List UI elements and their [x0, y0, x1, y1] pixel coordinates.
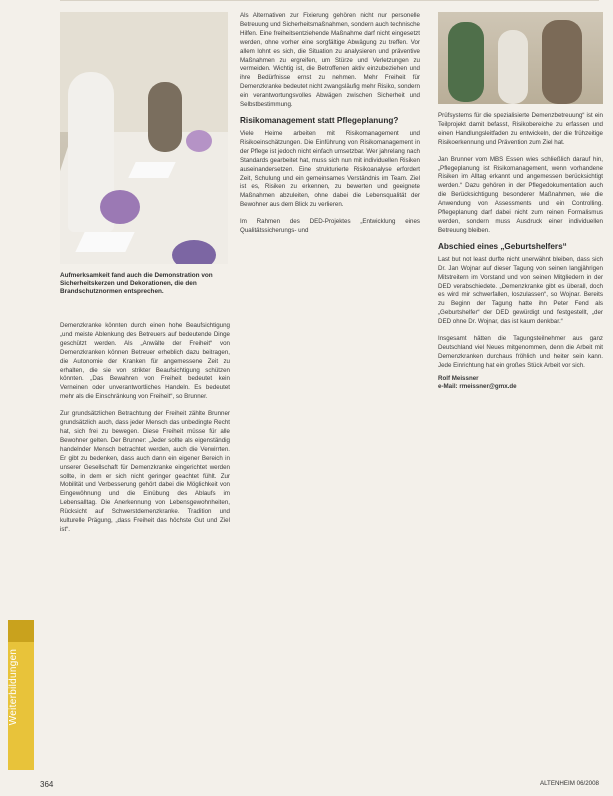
paragraph: Demenzkranke könnten durch einen hohe Beaufsichtigung „und meiste Ablenkung des Betreuers auf bedeutende Dinge geschützt werden. Als „Anwälte der Freiheit“ von Demenzkranken können Betreuer erheblich dazu beitragen, die Autonomie der Kranken für angemessene Zeit zu erhalten, die sie von strikter Beaufsichtigung schützen könnten. „Das Bewahren von Freiheit bedeutet kein Verneinen oder unverantwortliches Handeln. Es bedeutet mehr als die Einschränkung von Freiheit“, so Brunner. [60, 322, 230, 401]
paragraph: Last but not least durfte nicht unerwähnt bleiben, dass sich Dr. Jan Wojnar auf dieser Tagung von seinen langjährigen Mitstreitern im Vorstand und von seinen Mitgliedern in der DED verabschiedete. „Demenzkranke gibt es überall, doch es wird mir schwerfallen, loszulassen“, so Wojnar. Bereits zu Beginn der Tagung hatte ihn Peter Fend als „Geburtshelfer“ der DED gewürdigt und festgestellt, „der DED ohne Dr. Wojnar, das ist kaum denkbar.“ [438, 255, 603, 326]
section-tab-label: Weiterbildungen [8, 648, 19, 726]
paragraph: Jan Brunner vom MBS Essen wies schließlich darauf hin, „Pflegeplanung ist Risikomanagement, wenn vorhandene Risiken im Alltag erkannt und angemessen berücksichtigt werden.“ Dazu gehören in der Pflegedokumentation auch die Berücksichtigung besonderer Maßnahmen, wie die Anwendung von Assessments und ein Controlling. Pflegeplanung darf dabei nicht zum reinen Formalismus werden, sondern muss Ausdruck einer individuellen Betreuung bleiben. [438, 155, 603, 234]
paragraph: Viele Heime arbeiten mit Risikomanagement und Risikoeinschätzungen. Die Einführung von Risikomanagement in der Pflege ist jedoch nicht einfach umsetzbar. Wer jahrelang nach Standards gearbeitet hat, muss sich nun mit individuellen Risiken auseinandersetzen. Eine strukturierte Risikoanalyse erfordert Zeit, Schulung und ein gemeinsames Verständnis im Team. Ziel ist es, Risiken zu erkennen, zu bewerten und geeignete Maßnahmen abzuleiten, ohne dabei die Lebensqualität der Bewohner aus dem Blick zu verlieren. [240, 129, 420, 209]
text-column-1 [60, 322, 230, 772]
paragraph: Insgesamt hätten die Tagungsteilnehmer aus ganz Deutschland viel Neues mitgenommen, denn die Arbeit mit Demenzkranken durchaus fröhlich und heiter sein kann. Jede Einrichtung hat ein großes Stück Arbeit vor sich. [438, 335, 603, 369]
paragraph: Prüfsystems für die spezialisierte Demenzbetreuung“ ist ein Teilprojekt damit befasst, Risikobereiche zu erfassen und einen Handlungsleitfaden zu entwickeln, der die frühzeitige Risikoerkennung und Prävention zum Ziel hat. [438, 112, 603, 146]
journal-footer: ALTENHEIM 06/2008 [539, 780, 599, 787]
event-photo-left [60, 12, 228, 264]
paragraph: Zur grundsätzlichen Betrachtung der Freiheit zählte Brunner grundsätzlich auch, dass jeder Mensch das unbedingte Recht hat, sich frei zu bewegen. Diese Freiheit müsse für alle Bewohner gelten. Der Brunner: „Jeder sollte als eigenständig handelnder Mensch betrachtet werden, auch die Verwirrten. Er gibt zu bedenken, dass auch dann ein eigener Bereich in unserer Gesellschaft für Demenzkranke eingerichtet werden sollte, in dem er sich nicht geringer geachtet fühlt. Zur Mobilität und Verbesserung gehört dabei die Möglichkeit von Eingewöhnung und die Einübung des Ablaufs im Lebensalltag. Die Anerkennung von Lebensgewohnheiten, Rücksicht auf Schwerstdemenzkranke. Tradition und kulturelle Prägung, „dass Freiheit das höchste Gut und Ziel ist“. [60, 410, 230, 533]
text-column-3 [438, 112, 603, 792]
page-number: 364 [40, 780, 54, 789]
text-column-2 [240, 12, 420, 780]
author-email: e-Mail: rmeissner@gmx.de [438, 383, 517, 391]
paragraph: Als Alternativen zur Fixierung gehören nicht nur personelle Betreuung und Sicherheitsmaßnahmen, sondern auch technische Hilfen. Eine freiheitsentziehende Maßnahme darf nicht eingesetzt werden, ohne vorher eine sorgfältige Abwägung zu treffen. Vor allem lohnt es sich, die Situation zu analysieren und präventive Maßnahmen zu ergreifen, um Stürze und Verletzungen zu vermeiden. Wichtig ist, die Betroffenen aktiv einzubeziehen und ihre Bedürfnisse ernst zu nehmen. Mehr Freiheit für Demenzkranke bedeutet nicht zwangsläufig mehr Risiko, sondern ein verantwortungsvolles Abwägen zwischen Sicherheit und Selbstbestimmung. [240, 12, 420, 109]
section-heading: Abschied eines „Geburtshelfers“ [438, 241, 567, 251]
event-photo-right [438, 12, 603, 104]
paragraph: Im Rahmen des DED-Projektes „Entwicklung eines Qualitätssicherungs- und [240, 218, 420, 235]
section-heading: Risikomanagement statt Pflegeplanung? [240, 115, 399, 125]
photo-caption: Aufmerksamkeit fand auch die Demonstration von Sicherheitskerzen und Dekorationen, die den Brandschutznormen entsprechen. [60, 272, 213, 296]
author-name: Rolf Meissner [438, 374, 479, 382]
top-rule [60, 0, 599, 1]
